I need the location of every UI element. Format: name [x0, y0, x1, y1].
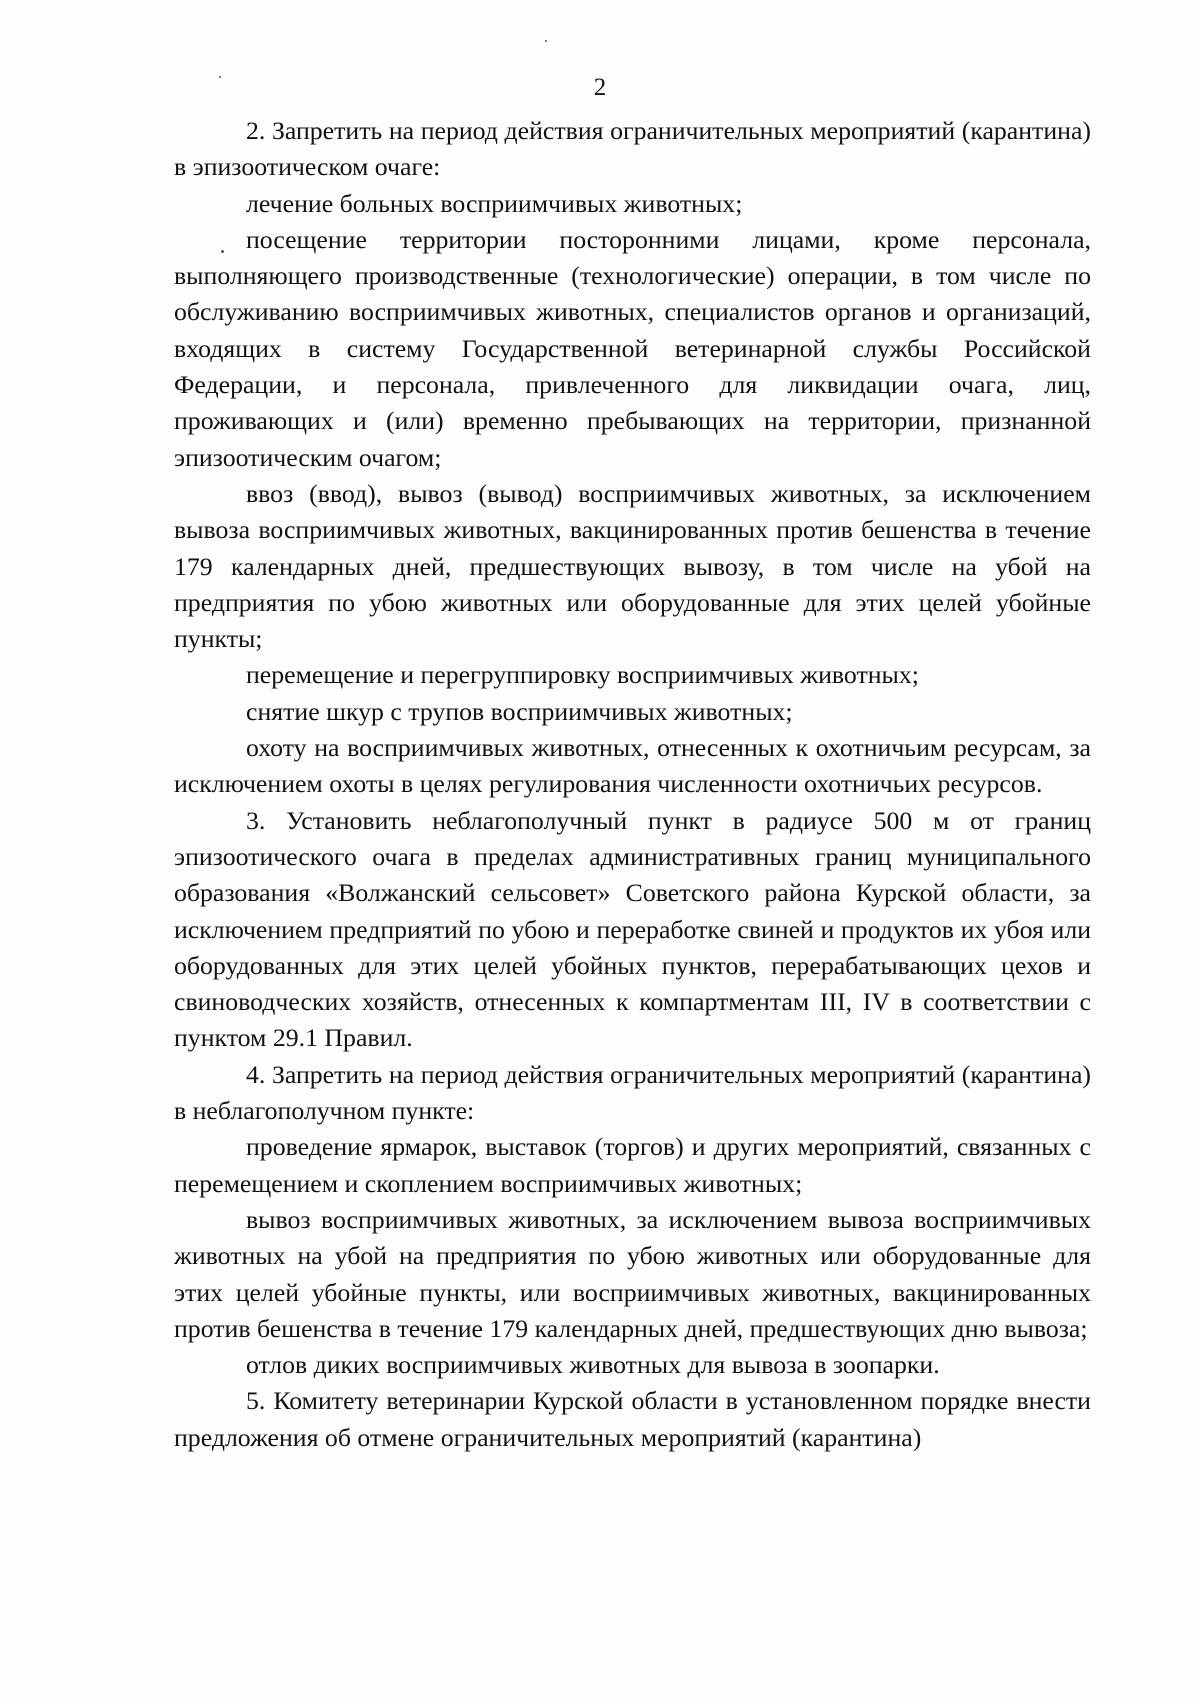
scan-speck: [545, 40, 547, 42]
paragraph-hunting: охоту на восприимчивых животных, отнесенных к охотничьим ресурсам, за исключением охоты в целях регулирования численности охотничьих ресурсов.: [174, 733, 1091, 799]
page-number: 2: [593, 74, 607, 101]
paragraph-item-2-heading: 2. Запретить на период действия ограничительных мероприятий (карантина) в эпизоотическом очаге:: [174, 116, 1091, 182]
paragraph-treatment: лечение больных восприимчивых животных;: [246, 188, 743, 218]
paragraph-visits: посещение территории посторонними лицами, кроме персонала, выполняющего производственные (технологические) операции, в том числе по обслуживанию восприимчивых животных, специалистов органов и организаций, входящих в систему Государственной ветеринарной службы Российской Федерации, и персонала, привлеченного для ликвидации очага, лиц, проживающих и (или) временно пребывающих на территории, признанной эпизоотическим очагом;: [174, 224, 1091, 472]
paragraph-skinning: снятие шкур с трупов восприимчивых животных;: [246, 696, 793, 726]
document-body: [174, 113, 1091, 1456]
paragraph-fairs: проведение ярмарок, выставок (торгов) и других мероприятий, связанных с перемещением и скоплением восприимчивых животных;: [174, 1132, 1091, 1198]
paragraph-item-3: 3. Установить неблагополучный пункт в радиусе 500 м от границ эпизоотического очага в пределах административных границ муниципального образования «Волжанский сельсовет» Советского района Курской области, за исключением предприятий по убою и переработке свиней и продуктов их убоя или оборудованных для этих целей убойных пунктов, перерабатывающих цехов и свиноводческих хозяйств, отнесенных к компартментам III, IV в соответствии с пунктом 29.1 Правил.: [174, 805, 1091, 1053]
paragraph-item-4-heading: 4. Запретить на период действия ограничительных мероприятий (карантина) в неблагополучном пункте:: [174, 1059, 1091, 1126]
paragraph-import-export: ввоз (ввод), вывоз (вывод) восприимчивых животных, за исключением вывоза восприимчивых животных, вакцинированных против бешенства в течение 179 календарных дней, предшествующих вывозу, в том числе на убой на предприятия по убою животных или оборудованные для этих целей убойные пункты;: [174, 478, 1091, 654]
paragraph-item-5: 5. Комитету ветеринарии Курской области в установленном порядке внести предложения об отмене ограничительных мероприятий (карантина): [174, 1386, 1091, 1452]
paragraph-movement: перемещение и перегруппировку восприимчивых животных;: [246, 660, 919, 690]
paragraph-export: вывоз восприимчивых животных, за исключением вывоза восприимчивых животных на убой на предприятия по убою животных или оборудованные для этих целей убойные пункты, или восприимчивых животных, вакцинированных против бешенства в течение 179 календарных дней, предшествующих дню вывоза;: [174, 1204, 1091, 1343]
paragraph-wild-capture: отлов диких восприимчивых животных для вывоза в зоопарки.: [246, 1350, 940, 1380]
